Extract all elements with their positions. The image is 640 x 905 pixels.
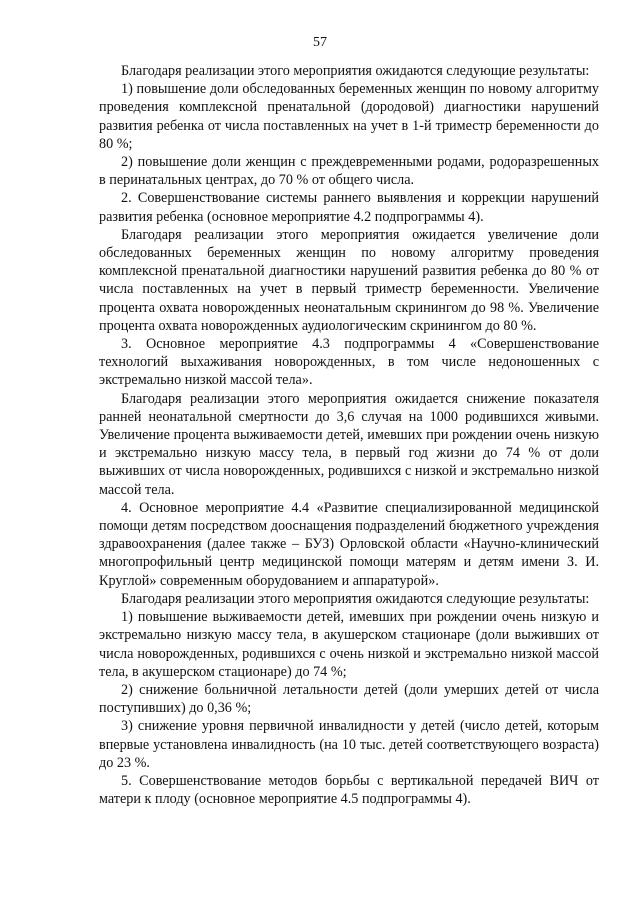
paragraph-item-3-effect: Благодаря реализации этого мероприятия ожидается снижение показателя ранней неонатальной смертности до 3,6 случая на 1000 родившихся живыми. Увеличение процента выживаемости детей, имевших при рождении очень низкую и экстремально низкую массу тела, в первый год жизни до 74 % от доли выживших от числа новорожденных, родившихся с низкой и экстремально низкой массой тела. bbox=[99, 390, 599, 498]
paragraph-result-2: 2) повышение доли женщин с преждевременными родами, родоразрешенных в перинатальных центрах, до 70 % от общего числа. bbox=[99, 154, 599, 189]
paragraph-item-2: 2. Совершенствование системы раннего выявления и коррекции нарушений развития ребенка (основное мероприятие 4.2 подпрограммы 4). bbox=[99, 190, 599, 225]
paragraph-item-4-intro: Благодаря реализации этого мероприятия ожидаются следующие результаты: bbox=[121, 590, 590, 607]
document-body bbox=[99, 62, 599, 808]
paragraph-item-4-result-2: 2) снижение больничной летальности детей (доли умерших детей от числа поступивших) до 0,36 %; bbox=[99, 681, 599, 717]
paragraph-item-4-result-3: 3) снижение уровня первичной инвалидности у детей (число детей, которым впервые установлена инвалидность (на 10 тыс. детей соответствующего возраста) до 23 %. bbox=[99, 718, 599, 771]
paragraph-item-2-effect: Благодаря реализации этого мероприятия ожидается увеличение доли обследованных беременных женщин по новому алгоритму проведения комплексной пренатальной диагностики нарушений развития ребенка до 80 % от числа поставленных на учет в первый триместр беременности. Увеличение процента охвата новорожденных неонатальным скринингом до 98 %. Увеличение процента охвата новорожденных аудиологическим скринингом до 80 %. bbox=[99, 226, 599, 334]
page-number: 57 bbox=[313, 35, 327, 50]
paragraph-results-intro: Благодаря реализации этого мероприятия ожидаются следующие результаты: bbox=[121, 63, 590, 79]
paragraph-item-3: 3. Основное мероприятие 4.3 подпрограммы 4 «Совершенствование технологий выхаживания новорожденных, в том числе недоношенных с экстремально низкой массой тела». bbox=[99, 336, 599, 389]
paragraph-item-4: 4. Основное мероприятие 4.4 «Развитие специализированной медицинской помощи детям посредством дооснащения подразделений бюджетного учреждения здравоохранения (далее также – БУЗ) Орловской области «Научно-клинический многопрофильный центр медицинской помощи матерям и детям имени З. И. Круглой» современным оборудованием и аппаратурой». bbox=[99, 499, 599, 589]
paragraph-item-4-result-1: 1) повышение выживаемости детей, имевших при рождении очень низкую и экстремально низкую массу тела, в акушерском стационаре (доли выживших от числа новорожденных, родившихся с очень низкой и экстремально низкой массой тела, в акушерском стационаре) до 74 %; bbox=[99, 609, 599, 680]
paragraph-item-5: 5. Совершенствование методов борьбы с вертикальной передачей ВИЧ от матери к плоду (основное мероприятие 4.5 подпрограммы 4). bbox=[99, 772, 599, 808]
paragraph-result-1: 1) повышение доли обследованных беременных женщин по новому алгоритму проведения комплексной пренатальной (дородовой) диагностики нарушений развития ребенка от числа поставленных на учет в 1-й триместр беременности до 80 %; bbox=[99, 81, 599, 152]
